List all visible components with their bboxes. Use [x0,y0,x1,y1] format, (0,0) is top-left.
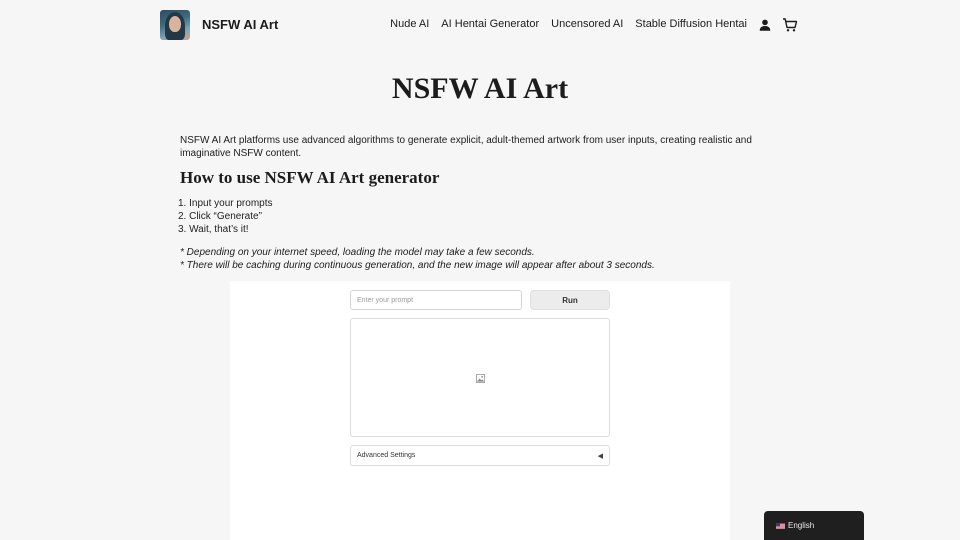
list-item: 1. Input your prompts [178,198,273,209]
user-icon[interactable] [758,18,772,32]
site-title[interactable]: NSFW AI Art [202,17,279,32]
logo-face [169,16,181,32]
generator-panel [230,281,730,540]
nav-item-uncensored-ai[interactable]: Uncensored AI [551,18,624,30]
nav-item-stable-diffusion-hentai[interactable]: Stable Diffusion Hentai [635,18,747,30]
site-logo[interactable] [160,10,190,40]
caret-left-icon: ◀ [597,452,603,460]
howto-heading: How to use NSFW AI Art generator [180,168,440,187]
advanced-settings-toggle[interactable] [350,445,610,466]
list-item: 2. Click “Generate” [178,211,262,222]
language-label: English [788,521,815,530]
note-loading: * Depending on your internet speed, loading the model may take a few seconds. [180,247,535,258]
intro-paragraph: NSFW AI Art platforms use advanced algorithms to generate explicit, adult-themed artwork from user inputs, creating realistic and imaginative NSFW content. [180,135,752,159]
nav-item-nude-ai[interactable]: Nude AI [390,18,430,30]
usage-notes [180,246,655,272]
run-button[interactable]: Run [530,290,610,310]
cart-icon[interactable] [782,17,798,33]
advanced-settings-label: Advanced Settings [357,452,416,459]
output-image-box [350,318,610,437]
nav-item-ai-hentai-generator[interactable]: AI Hentai Generator [441,18,540,30]
language-switcher[interactable] [764,511,864,540]
steps-list [178,197,273,236]
image-icon [476,374,485,383]
site-header [0,0,960,50]
us-flag-icon [776,523,785,529]
prompt-input[interactable] [350,290,522,310]
main-nav [390,18,747,30]
list-item: 3. Wait, that’s it! [178,224,249,235]
note-caching: * There will be caching during continuous generation, and the new image will appear after about 3 seconds. [180,260,655,271]
page-title: NSFW AI Art [391,72,569,105]
